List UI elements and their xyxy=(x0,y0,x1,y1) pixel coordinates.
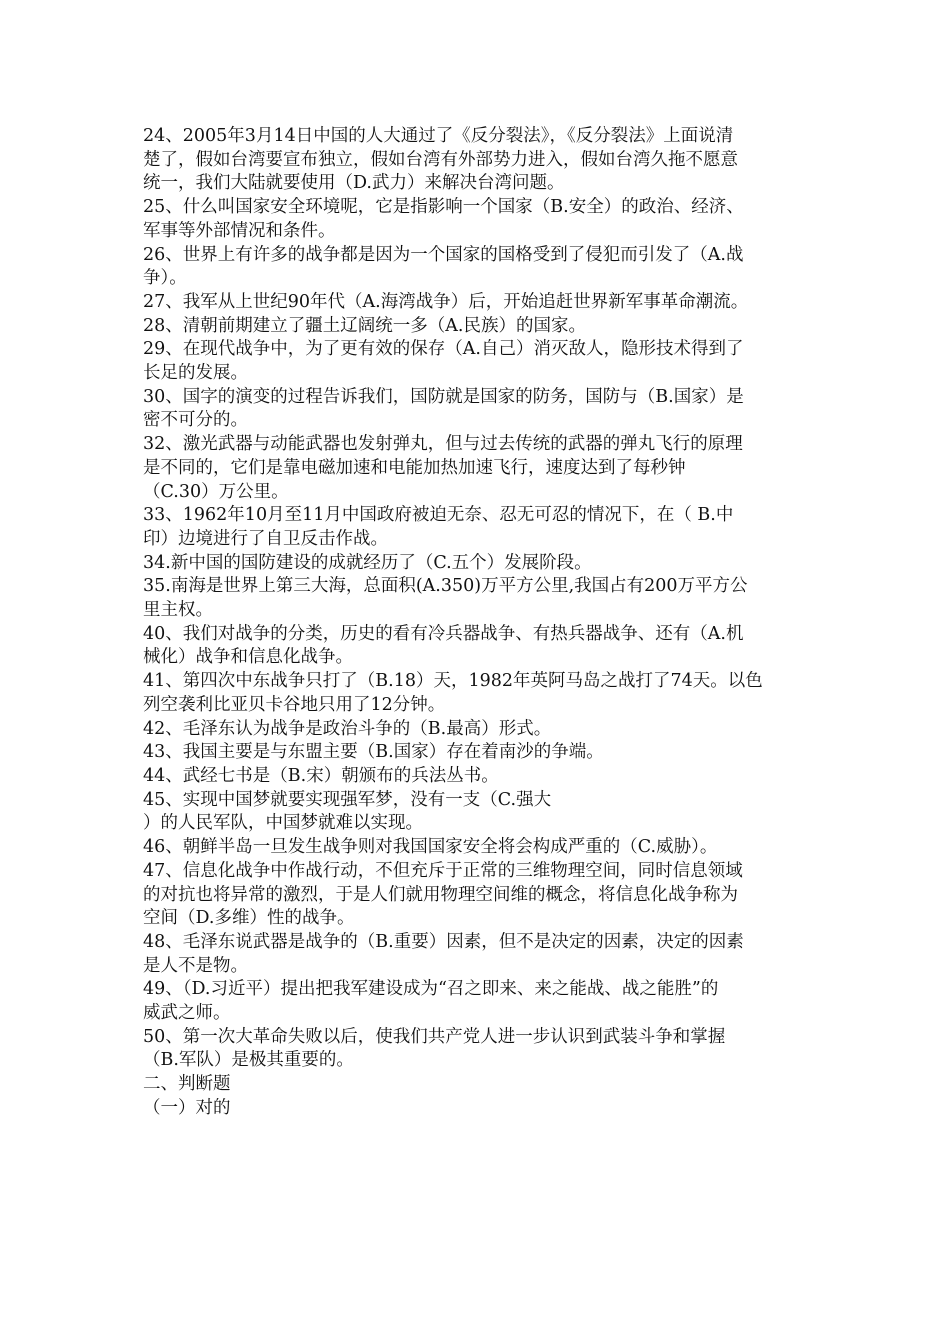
text-line: 28、清朝前期建立了疆土辽阔统一多（A.民族）的国家。 xyxy=(143,315,586,336)
text-line: 33、1962年10月至11月中国政府被迫无奈、忍无可忍的情况下，在（ B.中 xyxy=(143,505,734,526)
text-line: ）的人民军队，中国梦就难以实现。 xyxy=(143,813,423,834)
text-line: 的对抗也将异常的激烈，于是人们就用物理空间维的概念，将信息化战争称为 xyxy=(143,884,738,905)
text-line: 是不同的，它们是靠电磁加速和电能加热加速飞行，速度达到了每秒钟 xyxy=(143,457,686,478)
text-line: 32、激光武器与动能武器也发射弹丸，但与过去传统的武器的弹丸飞行的原理 xyxy=(143,434,743,455)
text-line: 密不可分的。 xyxy=(143,410,248,431)
text-line: 空间（D.多维）性的战争。 xyxy=(143,908,355,929)
text-line: 49、（D.习近平）提出把我军建设成为“召之即来、来之能战、战之能胜”的 xyxy=(143,979,719,1000)
text-line: 26、世界上有许多的战争都是因为一个国家的国格受到了侵犯而引发了（A.战 xyxy=(143,244,744,265)
text-line: 29、在现代战争中，为了更有效的保存（A.自己）消灭敌人，隐形技术得到了 xyxy=(143,339,744,360)
text-line: 47、信息化战争中作战行动，不但充斥于正常的三维物理空间，同时信息领域 xyxy=(143,860,743,881)
text-line: 25、什么叫国家安全环境呢，它是指影响一个国家（B.安全）的政治、经济、 xyxy=(143,197,744,218)
text-line: 印）边境进行了自卫反击作战。 xyxy=(143,528,388,549)
section-heading: 二、判断题 xyxy=(143,1074,231,1095)
subsection-heading: （一）对的 xyxy=(143,1097,231,1118)
text-line: 42、毛泽东认为战争是政治斗争的（B.最高）形式。 xyxy=(143,718,552,739)
text-line: 27、我军从上世纪90年代（A.海湾战争）后，开始追赶世界新军事革命潮流。 xyxy=(143,291,749,312)
text-line: 40、我们对战争的分类，历史的看有冷兵器战争、有热兵器战争、还有（A.机 xyxy=(143,623,744,644)
text-line: 50、第一次大革命失败以后，使我们共产党人进一步认识到武装斗争和掌握 xyxy=(143,1026,726,1047)
text-line: 争）。 xyxy=(143,268,187,289)
text-line: 里主权。 xyxy=(143,600,213,621)
text-line: 是人不是物。 xyxy=(143,955,248,976)
text-line: 威武之师。 xyxy=(143,1003,231,1024)
text-line: 军事等外部情况和条件。 xyxy=(143,220,336,241)
text-line: 长足的发展。 xyxy=(143,363,248,384)
text-line: （C.30）万公里。 xyxy=(143,481,289,502)
text-line: 24、2005年3月14日中国的人大通过了《反分裂法》，《反分裂法》上面说清 xyxy=(143,126,734,146)
text-line: 械化）战争和信息化战争。 xyxy=(143,647,353,668)
text-line: （B.军队）是极其重要的。 xyxy=(143,1050,354,1071)
text-line: 41、第四次中东战争只打了（B.18）天，1982年英阿马岛之战打了74天。以色 xyxy=(143,671,763,692)
text-line: 43、我国主要是与东盟主要（B.国家）存在着南沙的争端。 xyxy=(143,742,604,763)
text-line: 30、国字的演变的过程告诉我们，国防就是国家的防务，国防与（B.国家）是 xyxy=(143,386,744,407)
text-line: 楚了，假如台湾要宣布独立，假如台湾有外部势力进入，假如台湾久拖不愿意 xyxy=(143,149,738,170)
text-line: 44、武经七书是（B.宋）朝颁布的兵法丛书。 xyxy=(143,765,499,786)
text-line: 45、实现中国梦就要实现强军梦，没有一支（C.强大 xyxy=(143,789,552,810)
text-line: 列空袭利比亚贝卡谷地只用了12分钟。 xyxy=(143,694,446,715)
text-line: 48、毛泽东说武器是战争的（B.重要）因素，但不是决定的因素，决定的因素 xyxy=(143,931,744,952)
text-line: 统一，我们大陆就要使用（D.武力）来解决台湾问题。 xyxy=(143,173,565,194)
text-line: 35.南海是世界上第三大海，总面积(A.350)万平方公里,我国占有200万平方公 xyxy=(143,576,748,597)
document-body xyxy=(143,125,813,1121)
text-line: 34.新中国的国防建设的成就经历了（C.五个）发展阶段。 xyxy=(143,552,592,573)
text-line: 46、朝鲜半岛一旦发生战争则对我国国家安全将会构成严重的（C.威胁）。 xyxy=(143,837,718,858)
